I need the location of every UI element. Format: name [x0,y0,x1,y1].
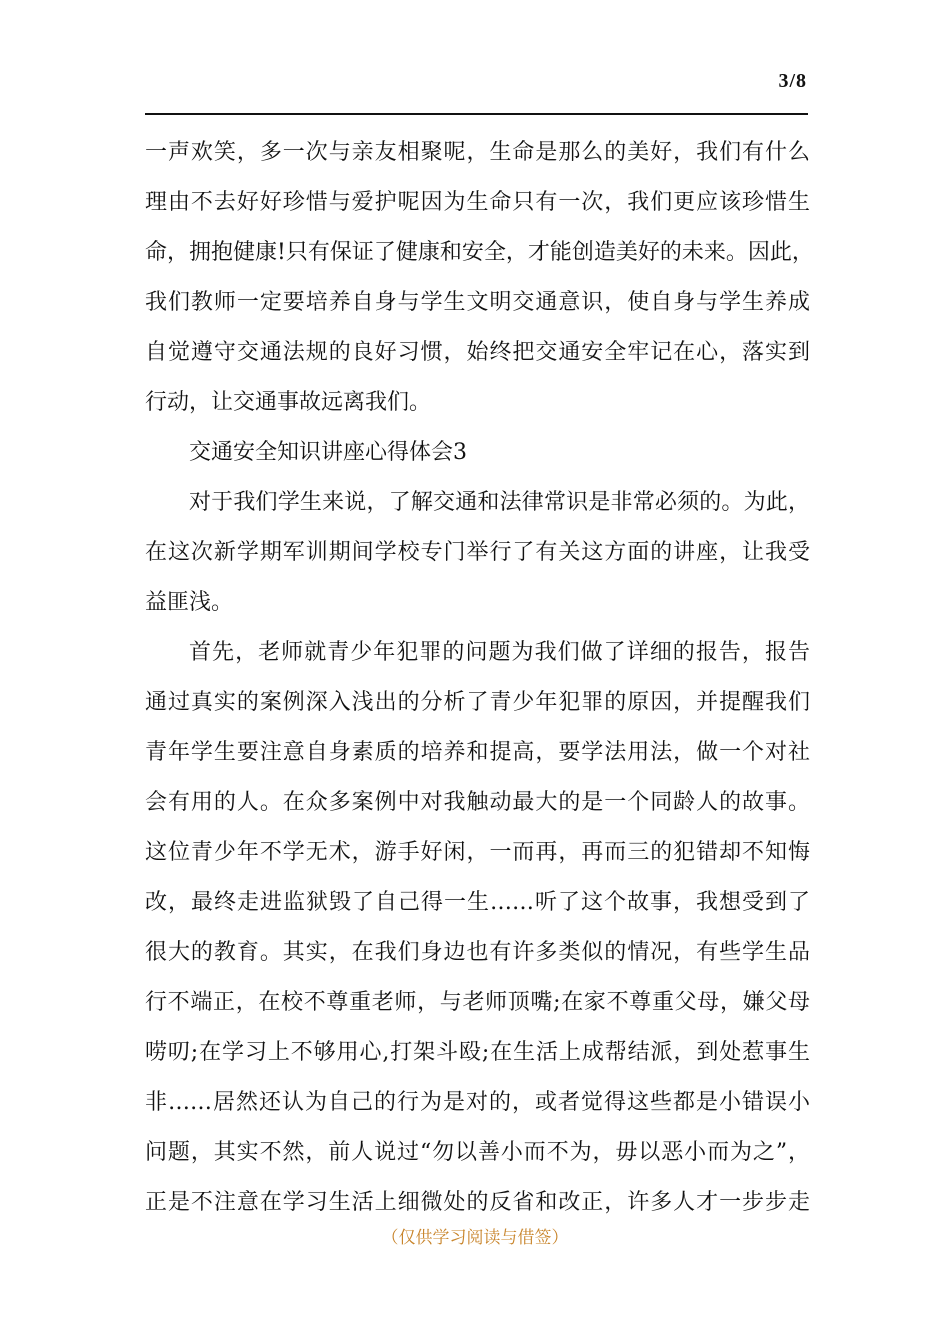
text-line: 行不端正，在校不尊重老师，与老师顶嘴;在家不尊重父母，嫌父母 [145,990,810,1015]
text-line: 命，拥抱健康!只有保证了健康和安全，才能创造美好的未来。因此， [145,240,814,265]
text-line: 青年学生要注意自身素质的培养和提高，要学法用法，做一个对社 [145,740,810,765]
text-line: 自觉遵守交通法规的良好习惯，始终把交通安全牢记在心，落实到 [145,340,810,365]
text-line: 非……居然还认为自己的行为是对的，或者觉得这些都是小错误小 [145,1090,810,1115]
header-divider [145,113,808,115]
text-line: 一声欢笑，多一次与亲友相聚呢，生命是那么的美好，我们有什么 [145,140,810,165]
text-line: 行动，让交通事故远离我们。 [145,390,432,415]
text-line: 很大的教育。其实，在我们身边也有许多类似的情况，有些学生品 [145,940,810,965]
text-line: 会有用的人。在众多案例中对我触动最大的是一个同龄人的故事。 [145,790,810,815]
text-line: 改，最终走进监狱毁了自己得一生……听了这个故事，我想受到了 [145,890,810,915]
text-line: 问题，其实不然，前人说过“勿以善小而不为，毋以恶小而为之”， [145,1140,810,1165]
footer-note: （仅供学习阅读与借签） [381,1228,569,1248]
text-line: 我们教师一定要培养自身与学生文明交通意识，使自身与学生养成 [145,290,810,315]
text-line: 理由不去好好珍惜与爱护呢因为生命只有一次，我们更应该珍惜生 [145,190,810,215]
text-line: 首先，老师就青少年犯罪的问题为我们做了详细的报告，报告 [189,640,810,665]
text-line: 对于我们学生来说，了解交通和法律常识是非常必须的。为此， [189,490,810,515]
document-body [145,128,814,1228]
text-line: 在这次新学期军训期间学校专门举行了有关这方面的讲座，让我受 [145,540,810,565]
text-line: 益匪浅。 [145,590,234,615]
text-line: 通过真实的案例深入浅出的分析了青少年犯罪的原因，并提醒我们 [145,690,810,715]
page-number: 3/8 [778,70,807,92]
text-line: 唠叨;在学习上不够用心,打架斗殴;在生活上成帮结派，到处惹事生 [145,1040,810,1065]
text-line: 正是不注意在学习生活上细微处的反省和改正，许多人才一步步走 [145,1190,810,1215]
section-heading: 交通安全知识讲座心得体会3 [189,440,467,465]
text-line: 这位青少年不学无术，游手好闲，一而再，再而三的犯错却不知悔 [145,840,810,865]
